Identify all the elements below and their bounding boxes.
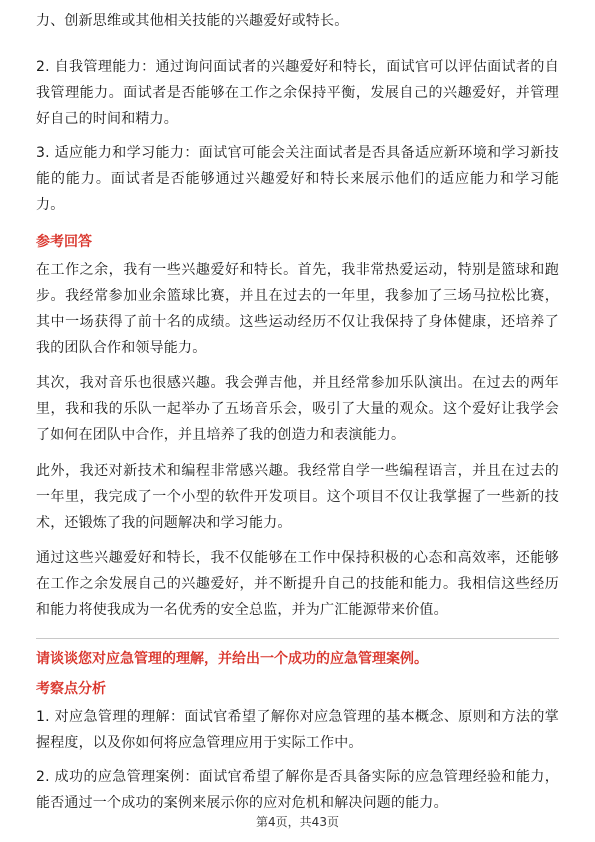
- answer-paragraph-sports: 在工作之余，我有一些兴趣爱好和特长。首先，我非常热爱运动，特别是篮球和跑步。我经常参加业余篮球比赛，并且在过去的一年里，我参加了三场马拉松比赛，其中一场获得了前十名的成绩。这些运动经历不仅让我保持了身体健康，还培养了我的团队合作和领导能力。: [36, 262, 559, 356]
- question-heading: 请谈谈您对应急管理的理解，并给出一个成功的应急管理案例。: [36, 651, 428, 667]
- analysis-item-understanding: 1. 对应急管理的理解：面试官希望了解你对应急管理的基本概念、原则和方法的掌握程度，以及你如何将应急管理应用于实际工作中。: [36, 709, 559, 751]
- answer-paragraph-summary: 通过这些兴趣爱好和特长，我不仅能够在工作中保持积极的心态和高效率，还能够在工作之余发展自己的兴趣爱好，并不断提升自己的技能和能力。我相信这些经历和能力将使我成为一名优秀的安全总监，并为广汇能源带来价值。: [36, 550, 559, 618]
- page-footer: 第4页，共43页: [256, 815, 339, 829]
- paragraph-continuation: 力、创新思维或其他相关技能的兴趣爱好或特长。: [36, 13, 349, 29]
- section-divider: [36, 638, 559, 639]
- answer-paragraph-music: 其次，我对音乐也很感兴趣。我会弹吉他，并且经常参加乐队演出。在过去的两年里，我和我的乐队一起举办了五场音乐会，吸引了大量的观众。这个爱好让我学会了如何在团队中合作，并且培养了我的创造力和表演能力。: [36, 375, 559, 443]
- analysis-item-case: 2. 成功的应急管理案例：面试官希望了解你是否具备实际的应急管理经验和能力，能否通过一个成功的案例来展示你的应对危机和解决问题的能力。: [36, 769, 559, 811]
- answer-paragraph-tech: 此外，我还对新技术和编程非常感兴趣。我经常自学一些编程语言，并且在过去的一年里，我完成了一个小型的软件开发项目。这个项目不仅让我掌握了一些新的技术，还锻炼了我的问题解决和学习能力。: [36, 463, 559, 531]
- list-item-self-management: 2. 自我管理能力：通过询问面试者的兴趣爱好和特长，面试官可以评估面试者的自我管理能力。面试者是否能够在工作之余保持平衡，发展自己的兴趣爱好，并管理好自己的时间和精力。: [36, 59, 559, 127]
- list-item-adaptability: 3. 适应能力和学习能力：面试官可能会关注面试者是否具备适应新环境和学习新技能的能力。面试者是否能够通过兴趣爱好和特长来展示他们的适应能力和学习能力。: [36, 145, 559, 213]
- reference-answer-heading: 参考回答: [36, 234, 92, 250]
- analysis-heading: 考察点分析: [36, 681, 106, 697]
